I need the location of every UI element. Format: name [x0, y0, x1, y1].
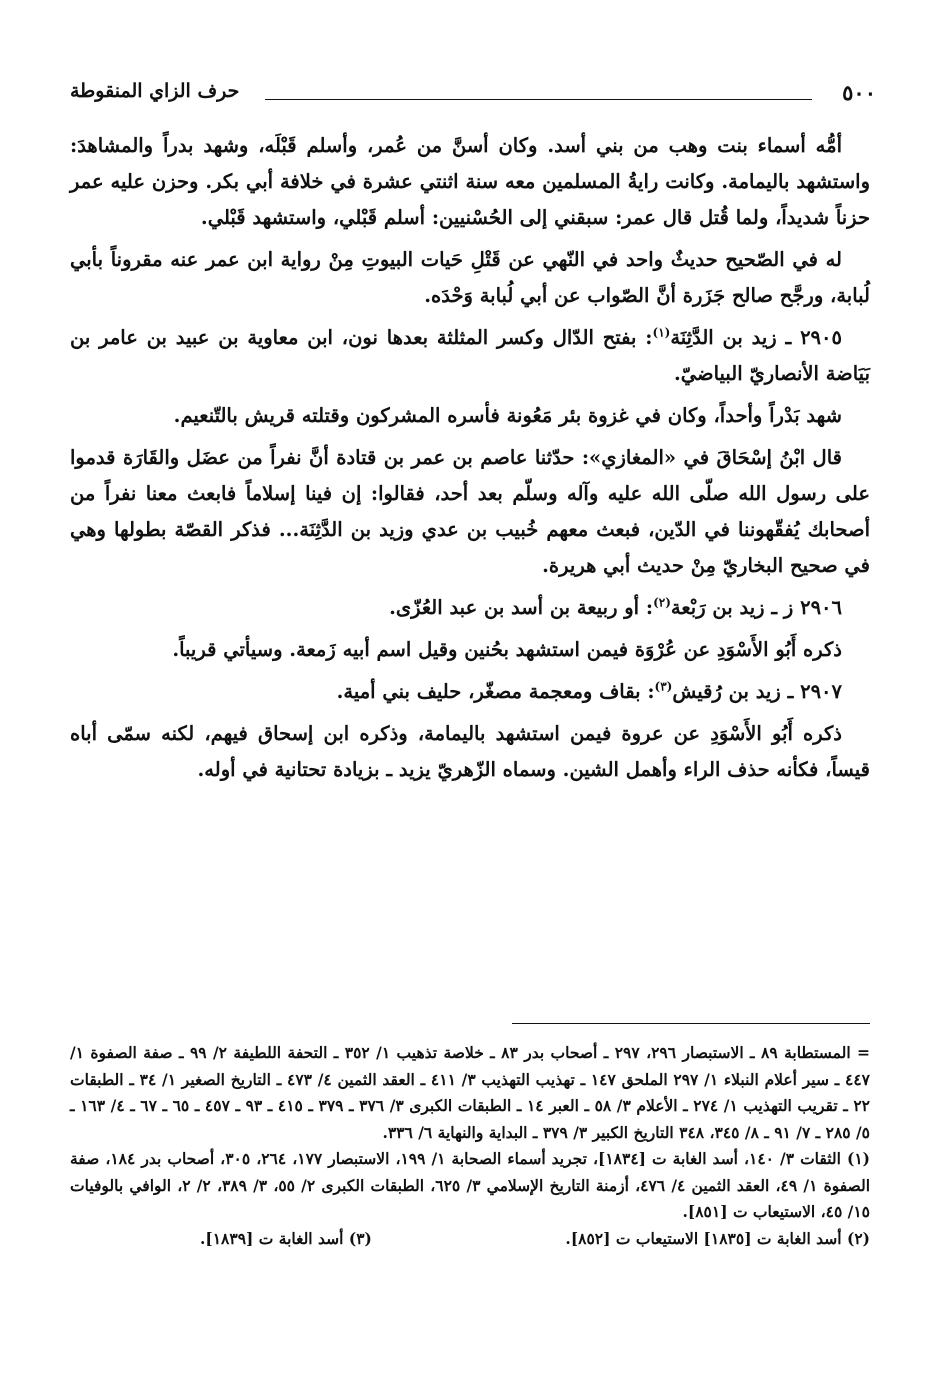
- paragraph: أمُّه أسماء بنت وهب من بني أسد. وكان أسنَّ من عُمر، وأسلم قَبْلَه، وشهد بدراً والمشاهدَ: واستشهد باليمامة. وكانت رايةُ المسلمين معه سنة اثنتي عشرة في خلافة أبي بكر. وحزن عليه عمر حزناً شديداً، ولما قُتل قال عمر: سبقني إلى الحُسْنيين: أسلم قَبْلي، واستشهد قَبْلي.: [70, 134, 870, 229]
- header-rule: [265, 99, 812, 100]
- entry-2907: [70, 674, 870, 710]
- entry-dash: ـ: [771, 596, 778, 619]
- entry-2906: [70, 590, 870, 626]
- footnote-2: (٢) أسد الغابة ت [١٨٣٥] الاستيعاب ت [٨٥٢].: [565, 1228, 870, 1248]
- running-title: حرف الزاي المنقوطة: [70, 80, 240, 102]
- page-header: [70, 80, 876, 114]
- entry-text: : بفتح الدّال وكسر المثلثة بعدها نون، ابن معاوية بن عبيد بن عامر بن بَيَاضة الأنصاريّ البياضيّ.: [70, 326, 870, 385]
- entry-name: زيد بن الدَّثِنَة: [670, 326, 777, 349]
- footnote-row: [70, 1226, 870, 1253]
- footnote-marker[interactable]: (٢): [653, 595, 671, 610]
- entry-name: زيد بن رَبْعة: [670, 596, 765, 619]
- entry-2905: [70, 320, 870, 392]
- paragraph: قال ابْنُ إسْحَاقَ في «المغازي»: حدّثنا عاصم بن عمر بن قتادة أنَّ نفراً من عضَل والقَارَة قدموا على رسول الله صلّى الله عليه وآله وسلّم بعد أحد، فقالوا: إن فينا إسلاماً فابعث معنا نفراً من أصحابك يُفقّهوننا في الدّين، فبعث معهم خُبيب بن عدي وزيد بن الدَّثِنَة... فذكر القصّة بطولها وهي في صحيح البخاريّ مِنْ حديث أبي هريرة.: [70, 446, 870, 577]
- footnote-continued: = المستطابة ٨٩ ـ الاستبصار ٢٩٦، ٢٩٧ ـ أصحاب بدر ٨٣ ـ خلاصة تذهيب ١/ ٣٥٢ ـ التحفة اللطيفة ٢/ ٩٩ ـ صفة الصفوة ١/ ٤٤٧ ـ سير أعلام النبلاء ١/ ٢٩٧ الملحق ١٤٧ ـ تهذيب التهذيب ٣/ ٤١١ ـ العقد الثمين ٤/ ٤٧٣ ـ التاريخ الصغير ١/ ٣٤ ـ الطبقات ٢٢ ـ تقريب التهذيب ١/ ٢٧٤ ـ الأعلام ٣/ ٥٨ ـ العبر ١٤ ـ الطبقات الكبرى ٣/ ٣٧٦ ـ ٣٧٩ ـ ٤١٥ ـ ٩٣ ـ ٤٥٧ ـ ٦٥ ـ ٦٧ ـ ٤/ ١٦٣ ـ ٥/ ٢٨٥ ـ ٧/ ٩١ ـ ٨/ ٣٤٥، ٣٤٨ التاريخ الكبير ٣/ ٣٧٩ ـ البداية والنهاية ٦/ ٣٣٦.: [70, 1043, 871, 1142]
- paragraph: ذكره أَبُو الأَسْوَدِ عن عُرْوَة فيمن استشهد بحُنين وقيل اسم أبيه زَمعة. وسيأتي قريباً.: [172, 638, 842, 661]
- entry-dash: ـ: [785, 326, 792, 349]
- footnotes: [70, 1040, 870, 1252]
- entry-dash: ـ: [787, 680, 794, 703]
- entry-name: زيد بن رُقيش: [672, 680, 781, 703]
- entry-number: ٢٩٠٧: [800, 680, 842, 703]
- footnote-marker[interactable]: (٣): [654, 679, 673, 694]
- paragraph: ذكره أَبُو الأَسْوَدِ عن عروة فيمن استشهد باليمامة، وذكره ابن إسحاق فيهم، لكنه سمّى أباه قيساً، فكأنه حذف الراء وأهمل الشين. وسماه الزّهريّ يزيد ـ بزيادة تحتانية في أوله.: [70, 722, 870, 781]
- paragraph: له في الصّحيح حديثٌ واحد في النّهي عن قَتْلِ حَيات البيوتِ مِنْ رواية ابن عمر عنه مقروناً بأبي لُبابة، ورجَّح صالح جَزَرة أنَّ الصّواب عن أبي لُبابة وَحْدَه.: [70, 248, 870, 307]
- main-text: [70, 128, 870, 794]
- entry-text: : بقاف ومعجمة مصغّر، حليف بني أمية.: [336, 680, 655, 703]
- entry-number: ٢٩٠٥: [800, 326, 842, 349]
- paragraph: شهد بَدْراً وأحداً، وكان في غزوة بئر مَعُونة فأسره المشركون وقتلته قريش بالتّنعيم.: [173, 404, 842, 427]
- page-number: ٥٠٠: [842, 80, 876, 105]
- entry-text: : أو ربيعة بن أسد بن عبد العُزّى.: [389, 596, 654, 619]
- footnote-marker[interactable]: (١): [652, 325, 671, 340]
- footnote-rule: [512, 1023, 870, 1024]
- footnote-1: (١) الثقات ٣/ ١٤٠، أسد الغابة ت [١٨٣٤]، تجريد أسماء الصحابة ١/ ١٩٩، الاستبصار ١٧٧، ٢٦٤، ٣٠٥، أصحاب بدر ١٨٤، صفة الصفوة ١/ ٤٩، العقد الثمين ٤/ ٤٧٦، أزمنة التاريخ الإسلامي ٣/ ٦٢٥، الطبقات الكبرى ٢/ ٥٥، ٣/ ٣٨٩، ٢/ ٢، الوافي بالوفيات ١٥/ ٤٥، الاستيعاب ت [٨٥١].: [70, 1149, 871, 1221]
- entry-number: ٢٩٠٦ ز: [783, 596, 842, 619]
- footnote-3: (٣) أسد الغابة ت [١٨٣٩].: [200, 1228, 372, 1248]
